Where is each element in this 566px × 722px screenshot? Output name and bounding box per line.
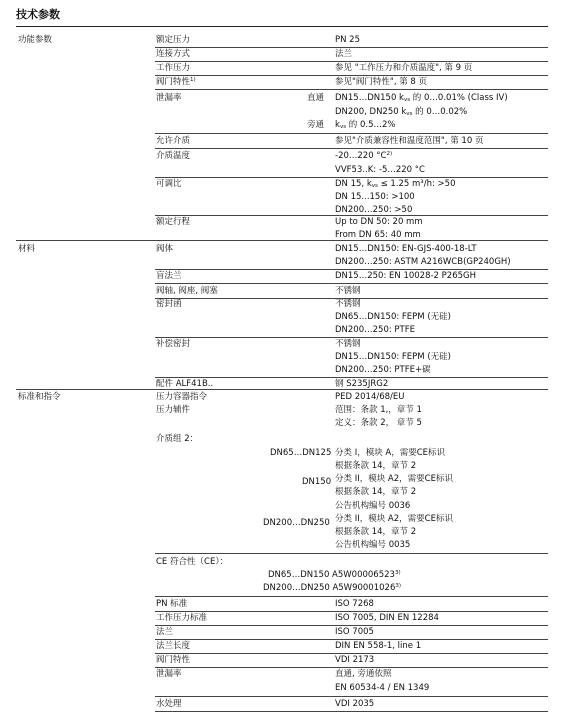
row-divider bbox=[155, 177, 548, 178]
row-label: 介质组 2： bbox=[156, 434, 199, 444]
fluid-group-dn: DN65…DN125 bbox=[270, 448, 332, 458]
row-label: 泄漏率 bbox=[156, 669, 182, 679]
row-divider bbox=[155, 47, 548, 48]
row-label: 阀门特性 bbox=[156, 655, 191, 665]
page-title: 技术参数 bbox=[16, 8, 60, 21]
ce-certificate: DN65…DN150 A5W00006523$^{3)}$ bbox=[268, 570, 401, 580]
row-divider bbox=[155, 75, 548, 76]
row-divider bbox=[155, 553, 548, 554]
row-label: 额定压力 bbox=[156, 35, 191, 45]
row-divider bbox=[155, 133, 548, 134]
section-material-label: 材料 bbox=[18, 244, 36, 254]
row-value: 不锈钢 bbox=[335, 299, 361, 309]
row-value: -20…220 $^\circ C^{2)}$ bbox=[335, 151, 393, 161]
row-value: DN65…DN150: FEPM (无硅) bbox=[335, 312, 451, 322]
row-value: 不锈钢 bbox=[335, 286, 361, 296]
row-label: 水处理 bbox=[156, 699, 182, 709]
row-value: VDI 2035 bbox=[335, 699, 375, 709]
row-label: 盲法兰 bbox=[156, 271, 182, 281]
row-divider bbox=[155, 269, 548, 270]
row-divider bbox=[155, 696, 548, 697]
row-divider bbox=[155, 337, 548, 338]
row-divider bbox=[155, 215, 548, 216]
fluid-group-dn: DN200…DN250 bbox=[263, 518, 330, 528]
row-label: 密封函 bbox=[156, 299, 182, 309]
title-rule bbox=[16, 26, 548, 27]
row-value: 根据条款 14，章节 2 bbox=[335, 461, 417, 471]
row-label: 压力辅件 bbox=[156, 405, 191, 415]
row-label: 连接方式 bbox=[156, 49, 191, 59]
row-value: DN200…250: ASTM A216WCB(GP240GH) bbox=[335, 257, 511, 267]
row-value: DN200…250: PTFE bbox=[335, 325, 415, 335]
row-value: DN 15, $k_{vs} \le 1.25$ m³/h: >50 bbox=[335, 179, 456, 189]
row-divider bbox=[155, 61, 548, 62]
row-value: DN200, DN250 $k_{vs}$ 的 0…0.02% bbox=[335, 107, 468, 117]
row-value: DN15…DN150 $k_{vs}$ 的 0…0.01% (Class IV) bbox=[335, 93, 508, 103]
section-divider bbox=[16, 240, 548, 241]
section-divider bbox=[16, 389, 548, 390]
row-label: CE 符合性（CE）： bbox=[156, 557, 229, 567]
row-label: 工作压力标准 bbox=[156, 613, 208, 623]
row-value: PN 25 bbox=[335, 35, 361, 45]
row-value: 直通, 旁通依照 bbox=[335, 669, 392, 679]
row-value: DN200…250: >50 bbox=[335, 205, 413, 215]
row-label: 阀轴, 阀座, 阀塞 bbox=[156, 286, 218, 296]
section-standards-label: 标准和指令 bbox=[18, 392, 61, 402]
row-value: 根据条款 14，章节 2 bbox=[335, 527, 417, 537]
row-divider bbox=[155, 611, 548, 612]
ce-certificate: DN200…DN250 A5W90001026$^{3)}$ bbox=[263, 583, 402, 593]
row-value: DN 15...150: >100 bbox=[335, 192, 415, 202]
row-label: 阀体 bbox=[156, 244, 174, 254]
row-value: VDI 2173 bbox=[335, 655, 375, 665]
row-divider bbox=[155, 377, 548, 378]
fluid-group-dn: DN150 bbox=[302, 477, 332, 487]
row-label: PN 标准 bbox=[156, 599, 188, 609]
row-divider bbox=[155, 625, 548, 626]
row-label: 额定行程 bbox=[156, 217, 191, 227]
leakage-bypass-label: 旁通 bbox=[307, 120, 325, 130]
row-value: PED 2014/68/EU bbox=[335, 392, 405, 402]
row-value: ISO 7005, DIN EN 12284 bbox=[335, 613, 439, 623]
row-value: ISO 7005 bbox=[335, 627, 374, 637]
row-label: 可调比 bbox=[156, 179, 182, 189]
row-label: 压力容器指令 bbox=[156, 392, 208, 402]
row-value: 法兰 bbox=[335, 49, 353, 59]
row-label: 配件 ALF41B.. bbox=[156, 379, 214, 389]
row-value: 钢 S235JRG2 bbox=[335, 379, 389, 389]
row-value: EN 60534-4 / EN 1349 bbox=[335, 683, 430, 693]
row-label: 法兰 bbox=[156, 627, 174, 637]
row-divider bbox=[155, 596, 548, 597]
row-label: 补偿密封 bbox=[156, 339, 191, 349]
row-value: 分类 II，模块 A2，需要CE标识 bbox=[335, 514, 453, 524]
row-label: 泄漏率 bbox=[156, 93, 182, 103]
row-value: VVF53..K: -5…220 °C bbox=[335, 165, 425, 175]
row-value: DN200…250: PTFE+碳 bbox=[335, 365, 431, 375]
row-divider bbox=[155, 667, 548, 668]
row-divider bbox=[155, 283, 548, 284]
row-divider bbox=[155, 148, 548, 149]
row-value: DN15…DN150: EN-GJS-400-18-LT bbox=[335, 244, 477, 254]
row-value: From DN 65: 40 mm bbox=[335, 230, 421, 240]
row-value: 参见 "工作压力和介质温度", 第 9 页 bbox=[335, 63, 473, 73]
row-label: 法兰长度 bbox=[156, 641, 191, 651]
section-function-label: 功能参数 bbox=[18, 35, 53, 45]
row-value: 定义：条款 2， 章节 5 bbox=[335, 418, 422, 428]
row-value: DN15…250: EN 10028-2 P265GH bbox=[335, 271, 476, 281]
leakage-through-label: 直通 bbox=[307, 93, 325, 103]
row-value: 分类 I，模块 A，需要CE标识 bbox=[335, 448, 446, 458]
row-value: 分类 II，模块 A2，需要CE标识 bbox=[335, 474, 453, 484]
row-value: Up to DN 50: 20 mm bbox=[335, 217, 423, 227]
row-value: 公告机构编号 0036 bbox=[335, 501, 411, 511]
row-value: ISO 7268 bbox=[335, 599, 374, 609]
row-label: 工作压力 bbox=[156, 63, 191, 73]
row-value: 公告机构编号 0035 bbox=[335, 540, 411, 550]
row-divider bbox=[155, 89, 548, 90]
row-value: DIN EN 558-1, line 1 bbox=[335, 641, 422, 651]
row-value: DN15…DN150: FEPM (无硅) bbox=[335, 352, 451, 362]
row-value: 参见"阀门特性", 第 8 页 bbox=[335, 77, 428, 87]
row-value: $k_{vs}$ 的 0.5…2% bbox=[335, 120, 396, 130]
row-divider bbox=[155, 639, 548, 640]
row-value: 参见"介质兼容性和温度范围", 第 10 页 bbox=[335, 136, 484, 146]
row-divider bbox=[155, 653, 548, 654]
row-value: 不锈钢 bbox=[335, 339, 361, 349]
row-label: 允许介质 bbox=[156, 136, 191, 146]
row-divider bbox=[155, 711, 548, 712]
row-value: 根据条款 14，章节 2 bbox=[335, 487, 417, 497]
row-value: 范围：条款 1,，章节 1 bbox=[335, 405, 422, 415]
row-label: 阀门特性$^{1)}$ bbox=[156, 77, 196, 87]
row-label: 介质温度 bbox=[156, 151, 191, 161]
